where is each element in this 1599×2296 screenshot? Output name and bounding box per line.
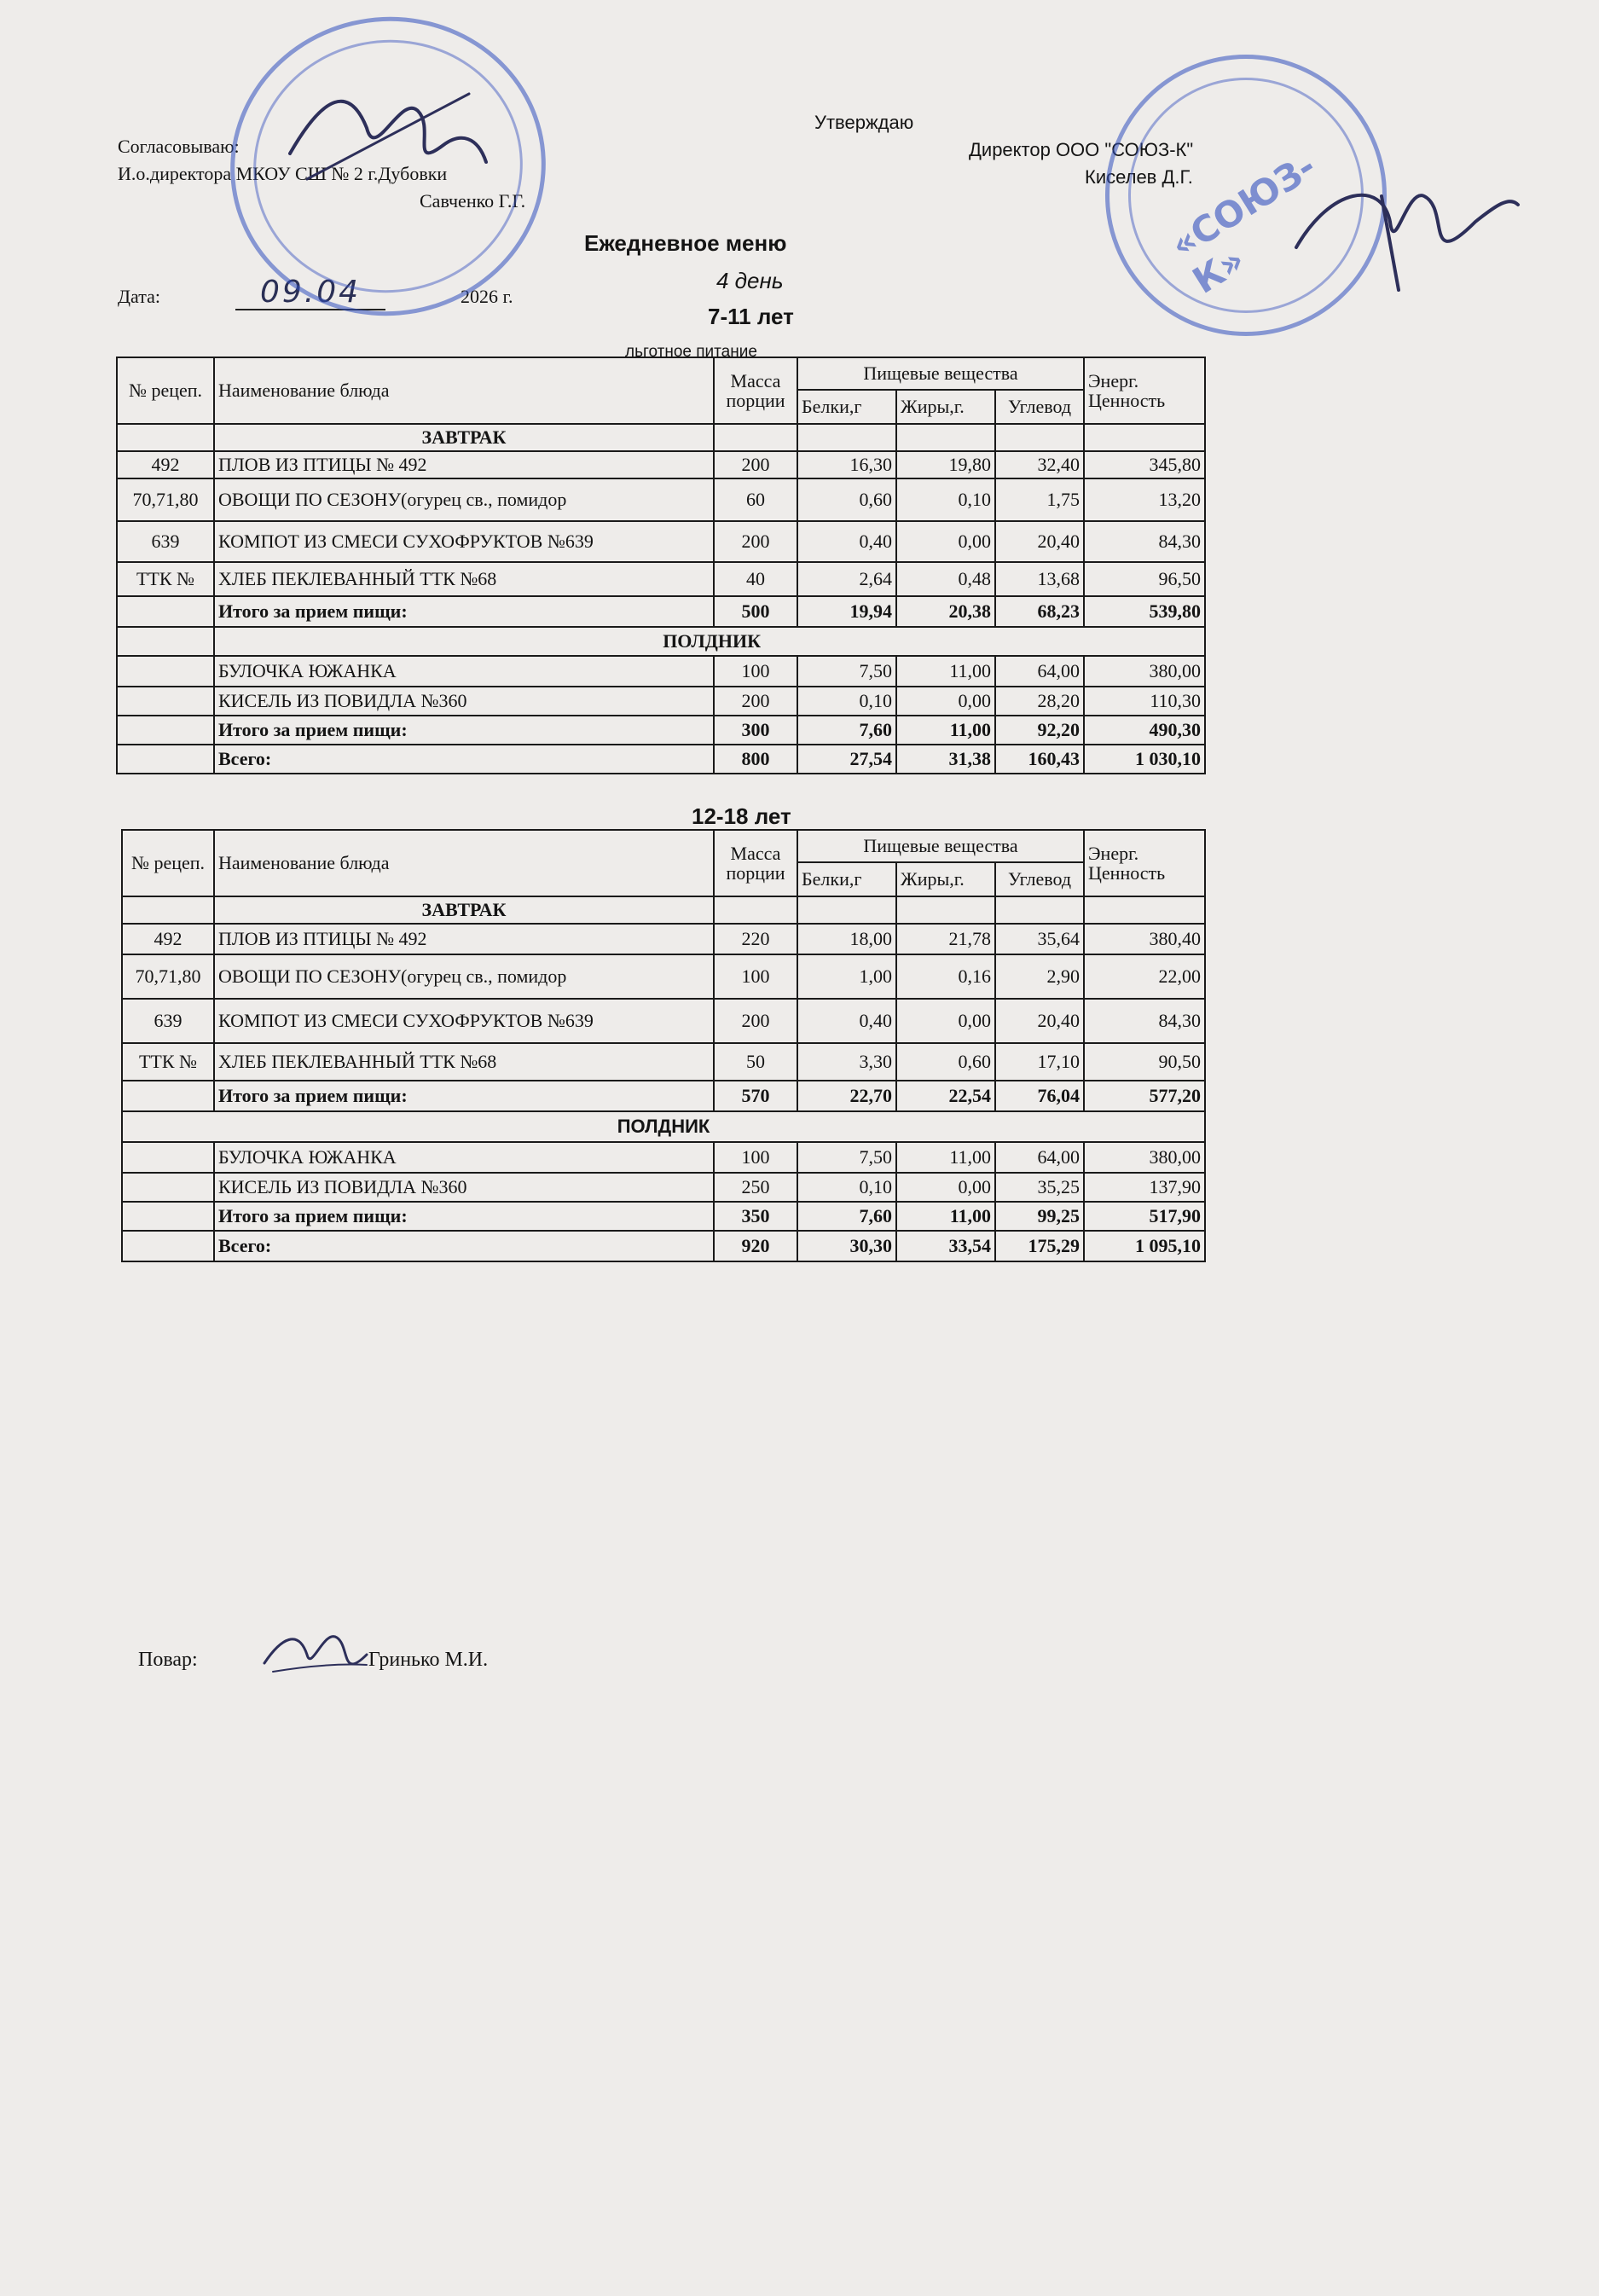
table-row: 639 КОМПОТ ИЗ СМЕСИ СУХОФРУКТОВ №639 200 0,40 0,00 20,40 84,30 — [117, 521, 1205, 562]
table-row: КИСЕЛЬ ИЗ ПОВИДЛА №360 250 0,10 0,00 35,25 137,90 — [122, 1173, 1205, 1202]
col-carb: Углевод — [995, 862, 1084, 896]
grand-total-row: Всего: 920 30,30 33,54 175,29 1 095,10 — [122, 1231, 1205, 1261]
col-energy: Энерг. Ценность — [1084, 830, 1205, 896]
table-row: 70,71,80 ОВОЩИ ПО СЕЗОНУ(огурец св., помидор 100 1,00 0,16 2,90 22,00 — [122, 954, 1205, 999]
age-group-title: 7-11 лет — [708, 304, 794, 329]
col-recipe-number: № рецеп. — [122, 830, 214, 896]
col-protein: Белки,г — [797, 862, 896, 896]
cook-name: Гринько М.И. — [368, 1649, 489, 1671]
table-row: БУЛОЧКА ЮЖАНКА 100 7,50 11,00 64,00 380,00 — [117, 656, 1205, 687]
snack-total-row: Итого за прием пищи: 350 7,60 11,00 99,25 517,90 — [122, 1202, 1205, 1231]
col-portion-mass: Масса порции — [714, 357, 797, 424]
col-nutrients: Пищевые вещества — [797, 830, 1084, 862]
meal-label-breakfast: ЗАВТРАК — [214, 896, 714, 924]
director-title: Директор ООО "СОЮЗ-К" — [969, 139, 1194, 160]
col-recipe-number: № рецеп. — [117, 357, 214, 424]
col-protein: Белки,г — [797, 390, 896, 424]
meal-label-breakfast: ЗАВТРАК — [214, 424, 714, 451]
col-energy: Энерг. Ценность — [1084, 357, 1205, 424]
menu-table-12-18 — [121, 829, 1206, 1262]
col-fat: Жиры,г. — [896, 390, 995, 424]
col-carb: Углевод — [995, 390, 1084, 424]
agree-position: И.о.директора МКОУ СШ № 2 г.Дубовки — [118, 163, 448, 184]
age-group-title-2: 12-18 лет — [692, 803, 791, 829]
date-handwritten: 09.04 — [259, 275, 362, 310]
menu-day: 4 день — [716, 268, 784, 293]
cook-signature — [256, 1621, 375, 1689]
grand-total-row: Всего: 800 27,54 31,38 160,43 1 030,10 — [117, 745, 1205, 774]
col-dish-name: Наименование блюда — [214, 357, 714, 424]
breakfast-total-row: Итого за прием пищи: 500 19,94 20,38 68,23 539,80 — [117, 596, 1205, 627]
snack-total-row: Итого за прием пищи: 300 7,60 11,00 92,20 490,30 — [117, 716, 1205, 745]
menu-table-7-11 — [116, 357, 1206, 774]
meal-label-snack: ПОЛДНИК — [122, 1111, 1205, 1142]
table-row: 639 КОМПОТ ИЗ СМЕСИ СУХОФРУКТОВ №639 200 0,40 0,00 20,40 84,30 — [122, 999, 1205, 1043]
table-row: ТТК № ХЛЕБ ПЕКЛЕВАННЫЙ ТТК №68 50 3,30 0,60 17,10 90,50 — [122, 1043, 1205, 1081]
table-row: КИСЕЛЬ ИЗ ПОВИДЛА №360 200 0,10 0,00 28,20 110,30 — [117, 687, 1205, 716]
breakfast-total-row: Итого за прием пищи: 570 22,70 22,54 76,04 577,20 — [122, 1081, 1205, 1111]
col-dish-name: Наименование блюда — [214, 830, 714, 896]
agree-label: Согласовываю: — [118, 136, 240, 157]
director-signature — [1279, 171, 1527, 299]
col-nutrients: Пищевые вещества — [797, 357, 1084, 390]
director-name: Киселев Д.Г. — [1085, 166, 1193, 188]
meal-label-snack: ПОЛДНИК — [214, 627, 1205, 656]
agree-signature — [273, 60, 495, 205]
col-fat: Жиры,г. — [896, 862, 995, 896]
menu-title: Ежедневное меню — [584, 230, 787, 256]
table-row: 492 ПЛОВ ИЗ ПТИЦЫ № 492 200 16,30 19,80 32,40 345,80 — [117, 451, 1205, 478]
table-row: БУЛОЧКА ЮЖАНКА 100 7,50 11,00 64,00 380,00 — [122, 1142, 1205, 1173]
date-year: 2026 г. — [461, 286, 513, 307]
table-row: ТТК № ХЛЕБ ПЕКЛЕВАННЫЙ ТТК №68 40 2,64 0,48 13,68 96,50 — [117, 562, 1205, 596]
agree-name: Савченко Г.Г. — [420, 190, 526, 212]
table-row: 70,71,80 ОВОЩИ ПО СЕЗОНУ(огурец св., помидор 60 0,60 0,10 1,75 13,20 — [117, 478, 1205, 521]
menu-note: льготное питание — [625, 343, 757, 361]
col-portion-mass: Масса порции — [714, 830, 797, 896]
cook-label: Повар: — [138, 1649, 198, 1671]
company-seal-logo: «СОЮЗ-К» — [1163, 144, 1324, 302]
date-label: Дата: — [118, 286, 160, 307]
table-row: 492 ПЛОВ ИЗ ПТИЦЫ № 492 220 18,00 21,78 35,64 380,40 — [122, 924, 1205, 954]
approve-label: Утверждаю — [814, 112, 914, 133]
